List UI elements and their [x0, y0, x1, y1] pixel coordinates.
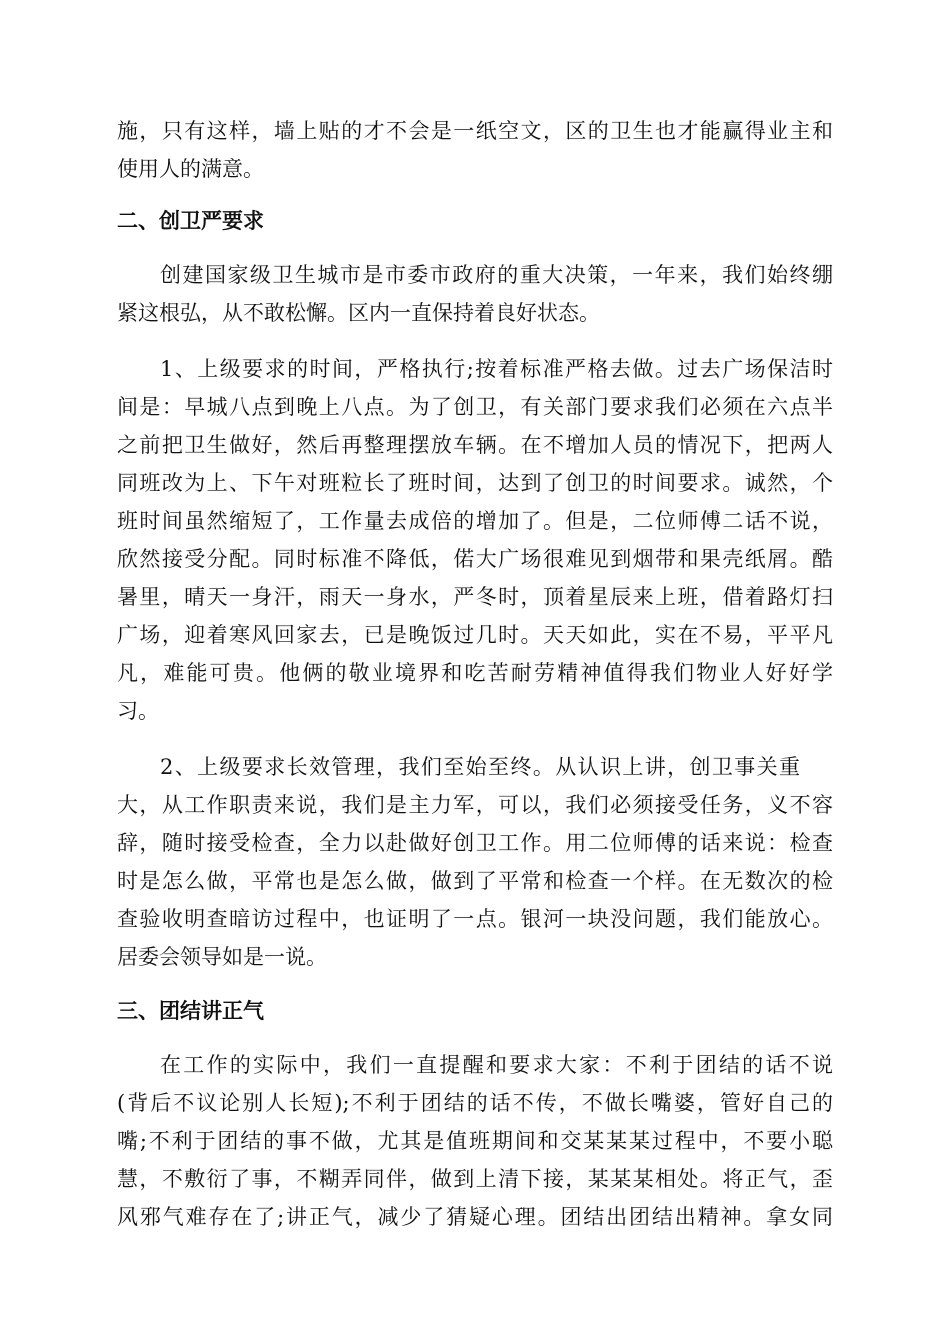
paragraph-line: (背后不议论别人长短);不利于团结的话不传，不做长嘴婆，管好自己的: [117, 1091, 833, 1115]
section-heading: 二、创卫严要求: [117, 209, 264, 233]
paragraph-line: 时是怎么做，平常也是怎么做，做到了平常和检查一个样。在无数次的检: [117, 869, 833, 893]
paragraph-line: 间是：早城八点到晚上八点。为了创卫，有关部门要求我们必须在六点半: [117, 395, 833, 419]
paragraph-line: 暑里，晴天一身汗，雨天一身水，严冬时，顶着星辰来上班，借着路灯扫: [117, 585, 833, 609]
paragraph-line: 嘴;不利于团结的事不做，尤其是值班期间和交某某某过程中，不要小聪: [117, 1129, 833, 1153]
paragraph-line: 2、上级要求长效管理，我们至始至终。从认识上讲，创卫事关重: [160, 755, 800, 779]
paragraph-line: 凡，难能可贵。他俩的敬业境界和吃苦耐劳精神值得我们物业人好好学: [117, 661, 833, 685]
paragraph-line: 1、上级要求的时间，严格执行;按着标准严格去做。过去广场保洁时: [160, 357, 833, 381]
paragraph-line: 施，只有这样，墙上贴的才不会是一纸空文，区的卫生也才能赢得业主和: [117, 119, 833, 143]
paragraph-line: 大，从工作职责来说，我们是主力军，可以，我们必须接受任务，义不容: [117, 793, 833, 817]
paragraph-line: 紧这根弘，从不敢松懈。区内一直保持着良好状态。: [117, 301, 600, 325]
paragraph-line: 欣然接受分配。同时标准不降低，偌大广场很难见到烟带和果壳纸屑。酷: [117, 547, 833, 571]
paragraph-line: 之前把卫生做好，然后再整理摆放车辆。在不增加人员的情况下，把两人: [117, 433, 833, 457]
paragraph-line: 同班改为上、下午对班粒长了班时间，达到了创卫的时间要求。诚然，个: [117, 471, 833, 495]
paragraph-line: 在工作的实际中，我们一直提醒和要求大家：不利于团结的话不说: [160, 1053, 833, 1077]
paragraph-line: 辞，随时接受检查，全力以赴做好创卫工作。用二位师傅的话来说：检查: [117, 831, 833, 855]
paragraph-line: 广场，迎着寒风回家去，已是晚饭过几时。天天如此，实在不易，平平凡: [117, 623, 833, 647]
paragraph-line: 使用人的满意。: [117, 157, 264, 181]
paragraph-line: 习。: [117, 699, 159, 723]
paragraph-line: 查验收明查暗访过程中，也证明了一点。银河一块没问题，我们能放心。: [117, 907, 833, 931]
paragraph-line: 创建国家级卫生城市是市委市政府的重大决策，一年来，我们始终绷: [160, 263, 833, 287]
paragraph-line: 居委会领导如是一说。: [117, 945, 327, 969]
paragraph-line: 班时间虽然缩短了，工作量去成倍的增加了。但是，二位师傅二话不说，: [117, 509, 833, 533]
paragraph-line: 风邪气难存在了;讲正气，减少了猜疑心理。团结出团结出精神。拿女同: [117, 1205, 833, 1229]
section-heading: 三、团结讲正气: [117, 999, 264, 1023]
paragraph-line: 慧，不敷衍了事，不糊弄同伴，做到上清下接，某某某相处。将正气，歪: [117, 1167, 833, 1191]
